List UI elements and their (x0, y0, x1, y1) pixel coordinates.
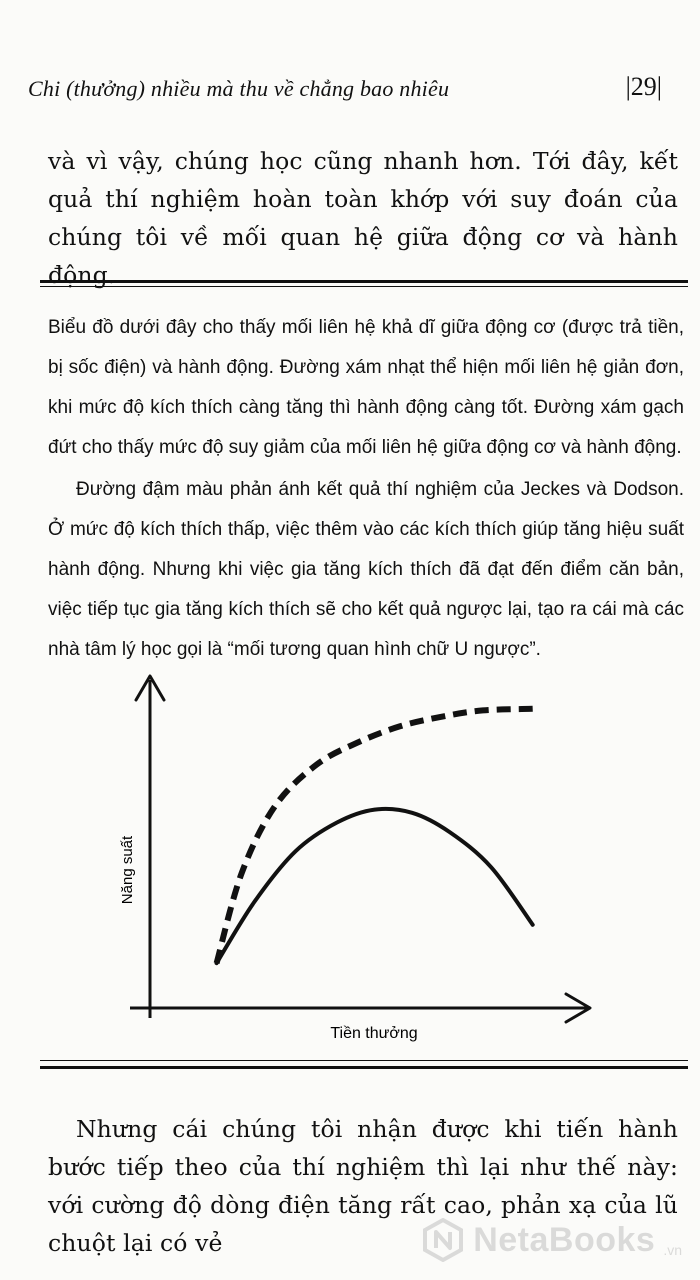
box-bottom-rule (40, 1066, 688, 1069)
running-title: Chi (thưởng) nhiều mà thu về chẳng bao nhiêu (28, 76, 450, 101)
box-top-rule (40, 280, 688, 283)
watermark-suffix: .vn (663, 1242, 682, 1258)
performance-chart (96, 670, 616, 1050)
body-paragraph-bottom: Nhưng cái chúng tôi nhận được khi tiến hành bước tiếp theo của thí nghiệm thì lại như thế này: với cường độ dòng điện tăng rất cao, phản xạ của lũ chuột lại có vẻ (48, 1115, 678, 1257)
series-dashed-line (217, 709, 533, 963)
series-solid-line (217, 809, 533, 963)
page-header (28, 72, 668, 112)
watermark (421, 1212, 682, 1268)
page-number: |29| (625, 72, 662, 101)
box-paragraph-1: Biểu đồ dưới đây cho thấy mối liên hệ khả dĩ giữa động cơ (được trả tiền, bị sốc điện) và hành động. Đường xám nhạt thể hiện mối liên hệ giản đơn, khi mức độ kích thích càng tăng thì hành động càng tốt. Đường xám gạch đứt cho thấy mức độ suy giảm của mối liên hệ giữa động cơ và hành động. (48, 317, 684, 458)
watermark-brand: NetaBooks (473, 1220, 656, 1259)
body-paragraph-top: và vì vậy, chúng học cũng nhanh hơn. Tới đây, kết quả thí nghiệm hoàn toàn khớp với suy đoán của chúng tôi về mối quan hệ giữa động cơ và hành động. (48, 147, 678, 289)
x-axis-label: Tiền thưởng (330, 1025, 418, 1042)
netabooks-logo-icon (421, 1218, 465, 1262)
y-axis-label: Năng suất (119, 835, 136, 905)
box-top-rule-thin (40, 286, 688, 287)
box-paragraph-2: Đường đậm màu phản ánh kết quả thí nghiệm của Jeckes và Dodson. Ở mức độ kích thích thấp, việc thêm vào các kích thích giúp tăng hiệu suất hành động. Nhưng khi việc gia tăng kích thích đã đạt đến điểm căn bản, việc tiếp tục gia tăng kích thích sẽ cho kết quả ngược lại, tạo ra cái mà các nhà tâm lý học gọi là “mối tương quan hình chữ U ngược”. (48, 479, 684, 660)
box-bottom-rule-thin (40, 1060, 688, 1061)
